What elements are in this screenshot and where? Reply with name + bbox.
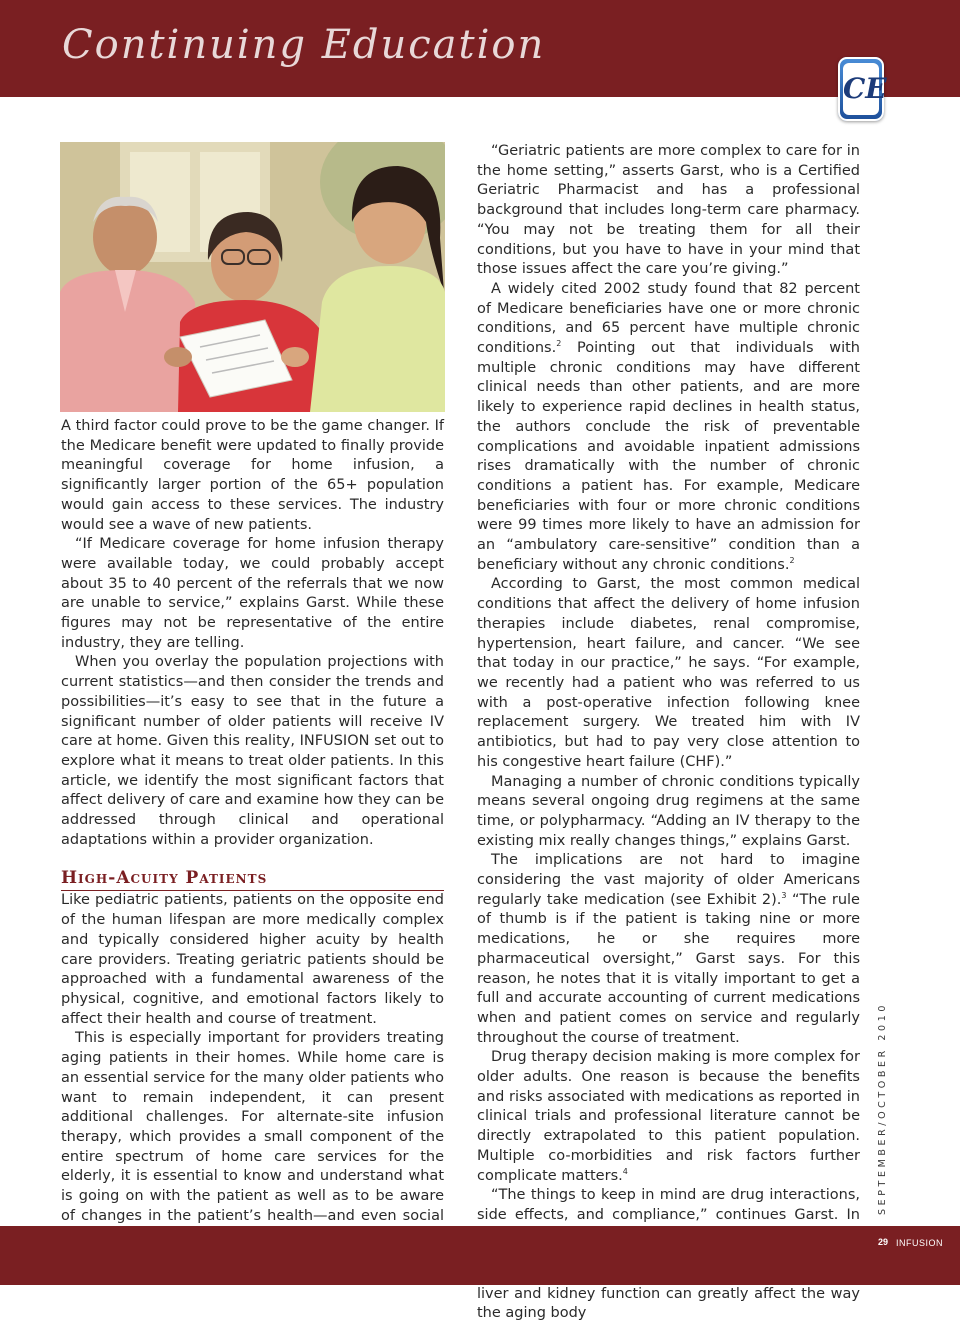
paragraph-text: A widely cited 2002 study found that 82 percent of Medicare beneficiaries have one or more chronic conditions, and 65 percent have multiple chronic conditions. bbox=[477, 280, 860, 357]
article-paragraph: “The things to keep in mind are drug interactions, side effects, and compliance,” continues Garst. In liver and kidney function can greatly affect the way the aging body bbox=[477, 1187, 860, 1322]
section-heading: High-Acuity Patients bbox=[61, 867, 444, 891]
footer-band bbox=[0, 1226, 960, 1285]
article-paragraph: Managing a number of chronic conditions typically means several ongoing drug regimens at the same time, or polypharmacy. “Adding an IV therapy to the existing mix really changes things,” explains Garst. bbox=[477, 773, 860, 849]
reference-marker: 4 bbox=[622, 1166, 628, 1176]
issue-date: SEPTEMBER/OCTOBER 2010 bbox=[877, 1002, 888, 1215]
article-paragraph: A third factor could prove to be the game changer. If the Medicare benefit were updated to finally provide meaningful coverage for home infusion, a significantly larger portion of the 65+ population would gain access to these services. The industry would see a wave of new patients. bbox=[61, 418, 444, 533]
paragraph-text: “The rule of thumb is if the patient is taking nine or more medications, he or she requires more pharmaceutical oversight,” Garst says. For this reason, he notes that it is vitally important to get a full and accurate accounting of current medications when and patient comes on service and regularly throughout the course of treatment. bbox=[477, 891, 860, 1046]
ce-logo-letters: CE bbox=[843, 63, 879, 115]
article-paragraph bbox=[477, 851, 860, 1048]
reference-marker: 3 bbox=[781, 890, 787, 900]
reference-marker: 2 bbox=[789, 555, 795, 565]
article-paragraph: This is especially important for providers treating aging patients in their homes. While home care is an essential service for the many older patients who want to remain independent, it can present additional challenges. For alternate-site infusion therapy, which provides a small component of the entire spectrum of home care services for the elderly, it is essential to know and understand what is going on with the patient as well as to be aware of changes in the patient’s health—and even social bbox=[61, 1030, 444, 1224]
article-left-column bbox=[61, 417, 444, 1266]
photo-illustration bbox=[60, 142, 445, 412]
article-paragraph: “Geriatric patients are more complex to care for in the home setting,” asserts Garst, who is a Certified Geriatric Pharmacist and has a professional background that includes long-term care pharmacy. “You may not be treating them for all their conditions, but you have to have in your mind that those issues affect the care you’re giving.” bbox=[477, 143, 860, 278]
ce-logo-icon bbox=[838, 57, 887, 121]
article-photo bbox=[60, 142, 445, 412]
article-paragraph bbox=[477, 280, 860, 576]
paragraph-text: Pointing out that individuals with multiple chronic conditions may have different clinical needs than other patients, and are more likely to experience rapid declines in health status, the authors conclude the risk of preventable complications and avoidable inpatient admissions rises dramatically with the number of chronic conditions a patient has. For example, Medicare beneficiaries with four or more chronic conditions were 99 times more likely to have an admission for an “ambulatory care-sensitive” condition than a beneficiary without any chronic conditions. bbox=[477, 340, 860, 573]
section-title: Continuing Education bbox=[62, 22, 546, 68]
article-paragraph bbox=[477, 1048, 860, 1186]
article-paragraph: “If Medicare coverage for home infusion therapy were available today, we could probably accept about 35 to 40 percent of the referrals that we now are unable to service,” explains Garst. While these figures may not be representative of the entire industry, they are telling. bbox=[61, 536, 444, 651]
article-paragraph: According to Garst, the most common medical conditions that affect the delivery of home infusion therapies include diabetes, renal compromise, hypertension, heart failure, and cancer. “We see that today in our practice,” he says. “For example, we recently had a patient who was referred to us with a post-operative infection following knee replacement surgery. We treated him with IV antibiotics, but had to pay very close attention to his congestive heart failure (CHF).” bbox=[477, 576, 860, 770]
paragraph-text: The implications are not hard to imagine considering the vast majority of older Americans regularly take medication (see Exhibit 2). bbox=[477, 852, 860, 908]
article-paragraph: When you overlay the population projections with current statistics—and then consider the trends and possibilities—it’s easy to see that in the future a significant number of older patients will receive IV care at home. Given this reality, INFUSION set out to explore what it means to treat older patients. In this article, we identify the most significant factors that affect delivery of care and examine how they can be addressed through clinical and operational adaptations within a provider organization. bbox=[61, 654, 444, 848]
header-band bbox=[0, 0, 960, 97]
reference-marker: 2 bbox=[556, 339, 562, 349]
magazine-name: INFUSION bbox=[896, 1238, 944, 1248]
article-right-column bbox=[477, 142, 860, 1324]
article-paragraph: Like pediatric patients, patients on the opposite end of the human lifespan are more medically complex and typically considered higher acuity by health care providers. Treating geriatric patients should be approached with a fundamental awareness of the physical, cognitive, and emotional factors likely to affect their health and course of treatment. bbox=[61, 892, 444, 1027]
paragraph-text: Drug therapy decision making is more complex for older adults. One reason is because the benefits and risks associated with medications as reported in clinical trials and professional literature cannot be directly extrapolated to this patient population. Multiple co-morbidities and risk factors further complicate matters. bbox=[477, 1049, 860, 1184]
page-number: 29 bbox=[878, 1237, 889, 1247]
